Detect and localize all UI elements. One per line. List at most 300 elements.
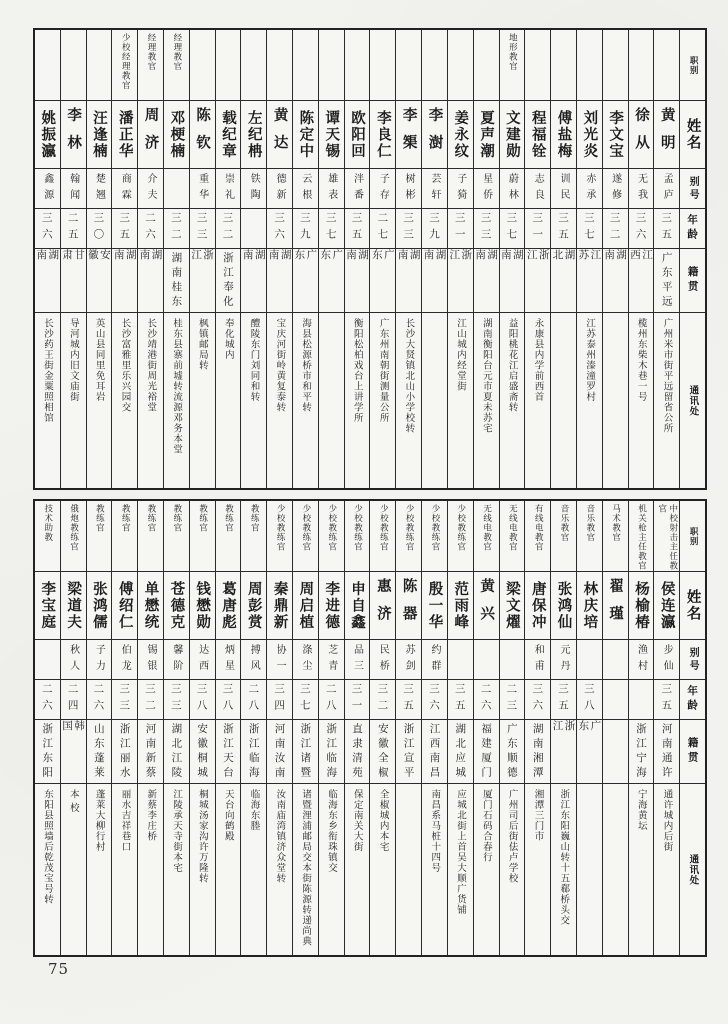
cell-alias: 元丹 xyxy=(551,639,576,679)
cell-name: 姚振瀛 xyxy=(35,100,60,168)
cell-alias: 炳星 xyxy=(216,639,241,679)
cell-origin: 安徽桐城 xyxy=(190,719,215,783)
cell-alias: 云根 xyxy=(293,168,318,208)
cell-address: 蓬莱大柳行村 xyxy=(87,783,112,955)
cell-origin: 湖南 xyxy=(500,248,525,312)
cell-address: 江苏泰州溱潼罗村 xyxy=(577,312,602,488)
cell-role: 少校教练官 xyxy=(275,504,286,552)
cell-role: 无线电教官 xyxy=(507,504,518,552)
cell-age: 三八 xyxy=(216,679,241,719)
cell-address: 长沙富雅里乐兴园交 xyxy=(112,312,137,488)
cell-name: 殷一华 xyxy=(422,571,447,639)
cell-origin: 湖南 xyxy=(138,248,163,312)
cell-alias: 子存 xyxy=(370,168,395,208)
cell-alias: 雄表 xyxy=(319,168,344,208)
cell-name: 姜永纹 xyxy=(448,100,473,168)
cell-origin: 湖北江陵 xyxy=(164,719,189,783)
cell-origin: 安徽全椒 xyxy=(370,719,395,783)
cell-age: 三八 xyxy=(190,679,215,719)
person-column xyxy=(266,30,292,488)
cell-name: 周济 xyxy=(138,100,163,168)
cell-alias xyxy=(603,639,628,679)
cell-alias xyxy=(577,639,602,679)
cell-origin: 河南汝南 xyxy=(267,719,292,783)
cell-role xyxy=(241,30,266,100)
cell-alias xyxy=(474,639,499,679)
cell-age: 二四 xyxy=(61,679,86,719)
cell-age: 三七 xyxy=(500,208,525,248)
cell-age: 三七 xyxy=(293,679,318,719)
cell-origin: 浙江 xyxy=(525,248,550,312)
cell-address: 江陵承天寺街本宅 xyxy=(164,783,189,955)
person-column xyxy=(550,30,576,488)
cell-name: 张鸿仙 xyxy=(551,571,576,639)
cell-name: 侯连瀛 xyxy=(654,571,679,639)
person-column xyxy=(215,501,241,955)
cell-address: 本校 xyxy=(61,783,86,955)
person-column xyxy=(473,501,499,955)
cell-origin: 浙江临海 xyxy=(319,719,344,783)
cell-name: 单懋统 xyxy=(138,571,163,639)
cell-alias: 和甫 xyxy=(525,639,550,679)
row-header-column xyxy=(679,30,705,488)
cell-age: 二五 xyxy=(61,208,86,248)
cell-address: 榄州东柴木巷一号 xyxy=(629,312,654,488)
cell-name: 傅绍仁 xyxy=(112,571,137,639)
cell-origin: 江西南昌 xyxy=(422,719,447,783)
cell-origin: 浙江宣平 xyxy=(396,719,421,783)
cell-role xyxy=(293,30,318,100)
cell-role: 少校教练官 xyxy=(455,504,466,552)
person-column xyxy=(318,501,344,955)
person-column xyxy=(653,501,679,955)
cell-age: 三九 xyxy=(293,208,318,248)
cell-address: 应城北街上首吴大顺广货铺 xyxy=(448,783,473,955)
person-column xyxy=(653,30,679,488)
row-header-address: 通讯处 xyxy=(680,783,705,955)
cell-address: 宁海黄坛 xyxy=(629,783,654,955)
cell-origin: 甘肃 xyxy=(61,248,86,312)
person-column xyxy=(421,501,447,955)
cell-alias: 涤尘 xyxy=(293,639,318,679)
person-column xyxy=(266,501,292,955)
cell-age: 三六 xyxy=(525,679,550,719)
cell-role: 经理教官 xyxy=(146,33,157,71)
cell-role xyxy=(551,30,576,100)
cell-origin: 湖南 xyxy=(241,248,266,312)
cell-alias: 达西 xyxy=(190,639,215,679)
person-column xyxy=(369,30,395,488)
cell-origin xyxy=(603,719,628,783)
cell-address: 永康县内学前西首 xyxy=(525,312,550,488)
cell-origin: 湖北 xyxy=(551,248,576,312)
cell-address: 广东州南朝街测量公所 xyxy=(370,312,395,488)
cell-origin: 湖南 xyxy=(35,248,60,312)
cell-alias: 树彬 xyxy=(396,168,421,208)
cell-name: 申自鑫 xyxy=(345,571,370,639)
cell-alias: 楚翘 xyxy=(87,168,112,208)
cell-name: 载纪章 xyxy=(216,100,241,168)
cell-address xyxy=(422,312,447,488)
cell-origin: 浙江宁海 xyxy=(629,719,654,783)
cell-age: 二三 xyxy=(500,679,525,719)
cell-origin: 湖南 xyxy=(345,248,370,312)
cell-age: 三六 xyxy=(422,679,447,719)
cell-role: 技术助教 xyxy=(42,504,53,542)
cell-role: 教练官 xyxy=(146,504,157,533)
cell-alias xyxy=(500,639,525,679)
page-number: 75 xyxy=(48,960,70,978)
cell-role: 少校教练官 xyxy=(300,504,311,552)
cell-address: 桐城汤家沟许万隆转 xyxy=(190,783,215,955)
row-header-age: 年龄 xyxy=(680,208,705,248)
cell-role: 教练官 xyxy=(94,504,105,533)
cell-origin: 河南新蔡 xyxy=(138,719,163,783)
cell-alias: 无我 xyxy=(629,168,654,208)
cell-address: 东阳县照墙后乾茂宝号转 xyxy=(35,783,60,955)
cell-alias: 训民 xyxy=(551,168,576,208)
cell-alias: 伯龙 xyxy=(112,639,137,679)
cell-alias: 遂修 xyxy=(603,168,628,208)
cell-name: 陈器 xyxy=(396,571,421,639)
cell-role xyxy=(603,30,628,100)
cell-name: 梁文燿 xyxy=(500,571,525,639)
cell-origin: 河南通许 xyxy=(654,719,679,783)
cell-address: 通许城内后街 xyxy=(654,783,679,955)
cell-name: 林庆培 xyxy=(577,571,602,639)
cell-age: 三九 xyxy=(422,208,447,248)
person-column xyxy=(524,30,550,488)
cell-age: 三六 xyxy=(267,208,292,248)
cell-role: 少校教练官 xyxy=(404,504,415,552)
person-column xyxy=(447,30,473,488)
cell-role: 马术教官 xyxy=(610,504,621,542)
cell-alias: 赤承 xyxy=(577,168,602,208)
cell-address: 益阳桃花江启盛斋转 xyxy=(500,312,525,488)
cell-origin: 广东 xyxy=(319,248,344,312)
cell-name: 李林 xyxy=(61,100,86,168)
cell-address: 新蔡李庄桥 xyxy=(138,783,163,955)
person-column xyxy=(628,30,654,488)
cell-age: 二六 xyxy=(87,679,112,719)
cell-age: 三五 xyxy=(112,208,137,248)
cell-origin: 广东 xyxy=(577,719,602,783)
cell-alias: 协一 xyxy=(267,639,292,679)
cell-name: 梁道夫 xyxy=(61,571,86,639)
cell-alias: 鑫源 xyxy=(35,168,60,208)
cell-role xyxy=(370,30,395,100)
person-column xyxy=(344,30,370,488)
cell-alias xyxy=(164,168,189,208)
cell-address: 湖南衡阳台元市夏未苏宅 xyxy=(474,312,499,488)
cell-age: 二六 xyxy=(138,208,163,248)
cell-alias: 星侨 xyxy=(474,168,499,208)
person-column xyxy=(60,30,86,488)
cell-origin: 湖南 xyxy=(603,248,628,312)
cell-name: 邓梗楠 xyxy=(164,100,189,168)
cell-origin: 浙江天台 xyxy=(216,719,241,783)
cell-alias: 步仙 xyxy=(654,639,679,679)
cell-address: 导河城内旧文庙街 xyxy=(61,312,86,488)
person-column xyxy=(189,30,215,488)
cell-address: 长沙大贤镇北山小学校转 xyxy=(396,312,421,488)
cell-address: 衡阳松柏戏台上讲学所 xyxy=(345,312,370,488)
cell-name: 周启植 xyxy=(293,571,318,639)
cell-role xyxy=(61,30,86,100)
cell-name: 惠济 xyxy=(370,571,395,639)
person-column xyxy=(395,30,421,488)
cell-age: 三〇 xyxy=(87,208,112,248)
cell-role: 少校教练官 xyxy=(378,504,389,552)
cell-address: 英山县同里免耳岩 xyxy=(87,312,112,488)
cell-origin: 浙江 xyxy=(448,248,473,312)
cell-address: 宝庆河街岭黄复泰转 xyxy=(267,312,292,488)
cell-role: 音乐教官 xyxy=(584,504,595,542)
cell-age xyxy=(629,679,654,719)
cell-age: 三五 xyxy=(345,208,370,248)
row-header-column xyxy=(679,501,705,955)
cell-name: 葛唐彪 xyxy=(216,571,241,639)
cell-alias: 商霖 xyxy=(112,168,137,208)
cell-role xyxy=(190,30,215,100)
cell-age: 三一 xyxy=(448,208,473,248)
cell-origin: 湖南 xyxy=(112,248,137,312)
cell-age: 三三 xyxy=(164,679,189,719)
cell-role xyxy=(577,30,602,100)
cell-address: 海县松源桥市和平转 xyxy=(293,312,318,488)
person-column xyxy=(35,501,60,955)
cell-origin: 韩国 xyxy=(61,719,86,783)
cell-origin: 浙江 xyxy=(190,248,215,312)
person-column xyxy=(215,30,241,488)
cell-address: 醴陵东门刘同和转 xyxy=(241,312,266,488)
person-column xyxy=(576,501,602,955)
cell-name: 黄兴 xyxy=(474,571,499,639)
cell-alias: 翰闻 xyxy=(61,168,86,208)
cell-age: 三三 xyxy=(474,208,499,248)
row-header-origin: 籍贯 xyxy=(680,248,705,312)
person-column xyxy=(111,501,137,955)
cell-alias: 蔚林 xyxy=(500,168,525,208)
cell-name: 钱懋勋 xyxy=(190,571,215,639)
person-column xyxy=(499,30,525,488)
cell-origin: 福建厦门 xyxy=(474,719,499,783)
cell-address: 保定南关大街 xyxy=(345,783,370,955)
cell-alias: 泮番 xyxy=(345,168,370,208)
cell-alias: 子力 xyxy=(87,639,112,679)
cell-address xyxy=(577,783,602,955)
cell-alias: 重华 xyxy=(190,168,215,208)
cell-role xyxy=(654,30,679,100)
cell-address: 长沙靖港街周光裕堂 xyxy=(138,312,163,488)
person-column xyxy=(35,30,60,488)
cell-age: 三一 xyxy=(525,208,550,248)
cell-origin: 广东顺德 xyxy=(500,719,525,783)
cell-name: 杨榆椿 xyxy=(629,571,654,639)
cell-age: 二八 xyxy=(241,679,266,719)
cell-age: 三五 xyxy=(551,679,576,719)
cell-alias: 品三 xyxy=(345,639,370,679)
cell-age: 三五 xyxy=(448,679,473,719)
row-header-age: 年龄 xyxy=(680,679,705,719)
cell-address: 浙江东阳巍山转十五郗桥头交 xyxy=(551,783,576,955)
cell-role xyxy=(319,30,344,100)
row-header-alias: 别号 xyxy=(680,639,705,679)
cell-name: 苍德克 xyxy=(164,571,189,639)
cell-alias: 约群 xyxy=(422,639,447,679)
person-column xyxy=(86,30,112,488)
cell-age: 三八 xyxy=(577,679,602,719)
person-column xyxy=(576,30,602,488)
cell-alias: 铁陶 xyxy=(241,168,266,208)
row-header-alias: 别号 xyxy=(680,168,705,208)
cell-name: 李文宝 xyxy=(603,100,628,168)
cell-role: 教练官 xyxy=(223,504,234,533)
person-column xyxy=(163,30,189,488)
person-column xyxy=(240,501,266,955)
cell-age xyxy=(603,679,628,719)
person-column xyxy=(318,30,344,488)
cell-address: 湘潭三门市 xyxy=(525,783,550,955)
person-column xyxy=(344,501,370,955)
cell-address: 广州米市街平远留省公所 xyxy=(654,312,679,488)
cell-origin: 湖南湘潭 xyxy=(525,719,550,783)
cell-role xyxy=(448,30,473,100)
cell-role: 教练官 xyxy=(171,504,182,533)
person-column xyxy=(395,501,421,955)
cell-origin: 江苏 xyxy=(577,248,602,312)
cell-name: 潘正华 xyxy=(112,100,137,168)
cell-role xyxy=(629,30,654,100)
cell-name: 陈钦 xyxy=(190,100,215,168)
cell-alias: 苏剑 xyxy=(396,639,421,679)
cell-age: 三五 xyxy=(396,679,421,719)
cell-address xyxy=(603,783,628,955)
cell-alias: 民桥 xyxy=(370,639,395,679)
person-column xyxy=(628,501,654,955)
cell-role: 中校射击主任教官 xyxy=(656,504,678,571)
cell-origin: 浙江东阳 xyxy=(35,719,60,783)
cell-address: 枫镇邮局转 xyxy=(190,312,215,488)
cell-address xyxy=(396,783,421,955)
cell-origin: 直隶清苑 xyxy=(345,719,370,783)
cell-alias: 搏风 xyxy=(241,639,266,679)
cell-alias xyxy=(35,639,60,679)
cell-address xyxy=(551,312,576,488)
cell-name: 黄明 xyxy=(654,100,679,168)
cell-age: 三六 xyxy=(35,208,60,248)
cell-origin: 湖南 xyxy=(474,248,499,312)
cell-age: 三二 xyxy=(164,208,189,248)
person-column xyxy=(369,501,395,955)
cell-alias: 芸轩 xyxy=(422,168,447,208)
cell-origin: 广东 xyxy=(370,248,395,312)
cell-name: 周彭赏 xyxy=(241,571,266,639)
cell-role xyxy=(422,30,447,100)
cell-origin: 安徽 xyxy=(87,248,112,312)
cell-name: 傅盐梅 xyxy=(551,100,576,168)
person-column xyxy=(137,30,163,488)
cell-name: 夏声潮 xyxy=(474,100,499,168)
cell-age: 三七 xyxy=(577,208,602,248)
cell-name: 文建勋 xyxy=(500,100,525,168)
cell-role: 音乐教官 xyxy=(559,504,570,542)
cell-name: 欧阳回 xyxy=(345,100,370,168)
cell-name: 翟瑾 xyxy=(603,571,628,639)
cell-address: 江山城内经堂街 xyxy=(448,312,473,488)
cell-name: 唐保冲 xyxy=(525,571,550,639)
cell-role: 俄炮教练官 xyxy=(68,504,79,552)
cell-age: 三六 xyxy=(629,208,654,248)
cell-age: 三一 xyxy=(345,679,370,719)
cell-address: 桂东县寨前墟转流源邓务本堂 xyxy=(164,312,189,488)
cell-name: 程福铨 xyxy=(525,100,550,168)
cell-origin: 浙江丽水 xyxy=(112,719,137,783)
person-column xyxy=(60,501,86,955)
cell-name: 徐从 xyxy=(629,100,654,168)
cell-origin: 山东蓬莱 xyxy=(87,719,112,783)
row-header-origin: 籍贯 xyxy=(680,719,705,783)
cell-role: 少校教练官 xyxy=(352,504,363,552)
cell-alias: 介夫 xyxy=(138,168,163,208)
cell-alias xyxy=(448,639,473,679)
person-column xyxy=(189,501,215,955)
cell-name: 张鸿儒 xyxy=(87,571,112,639)
person-column xyxy=(86,501,112,955)
person-column xyxy=(111,30,137,488)
cell-origin: 湖南桂东 xyxy=(164,248,189,312)
cell-age: 二六 xyxy=(474,679,499,719)
cell-alias: 渔村 xyxy=(629,639,654,679)
cell-alias: 馨阶 xyxy=(164,639,189,679)
person-column xyxy=(292,30,318,488)
cell-role xyxy=(345,30,370,100)
faculty-table-bottom xyxy=(33,499,707,957)
cell-role: 经理教官 xyxy=(171,33,182,71)
cell-address: 临海东乡衔珠镇交 xyxy=(319,783,344,955)
cell-origin: 湖南 xyxy=(396,248,421,312)
cell-origin: 湖南 xyxy=(267,248,292,312)
cell-role xyxy=(474,30,499,100)
cell-address xyxy=(603,312,628,488)
cell-age: 二八 xyxy=(319,679,344,719)
cell-age: 三四 xyxy=(267,679,292,719)
cell-role xyxy=(396,30,421,100)
cell-origin: 浙江临海 xyxy=(241,719,266,783)
row-header-address: 通讯处 xyxy=(680,312,705,488)
cell-age: 三三 xyxy=(396,208,421,248)
cell-age: 三三 xyxy=(112,679,137,719)
cell-origin: 浙江 xyxy=(551,719,576,783)
person-column xyxy=(602,501,628,955)
cell-role xyxy=(87,30,112,100)
person-column xyxy=(524,501,550,955)
person-column xyxy=(240,30,266,488)
cell-origin: 浙江奉化 xyxy=(216,248,241,312)
cell-origin: 广东平远 xyxy=(654,248,679,312)
cell-role: 机关枪主任教官 xyxy=(636,504,647,571)
row-header-name: 姓名 xyxy=(680,571,705,639)
cell-age: 二六 xyxy=(35,679,60,719)
cell-age: 三五 xyxy=(654,679,679,719)
cell-alias: 志良 xyxy=(525,168,550,208)
cell-address: 天台向鹤殿 xyxy=(216,783,241,955)
cell-role: 教练官 xyxy=(249,504,260,533)
cell-role xyxy=(267,30,292,100)
cell-name: 左纪柟 xyxy=(241,100,266,168)
cell-name: 陈定中 xyxy=(293,100,318,168)
cell-role xyxy=(35,30,60,100)
